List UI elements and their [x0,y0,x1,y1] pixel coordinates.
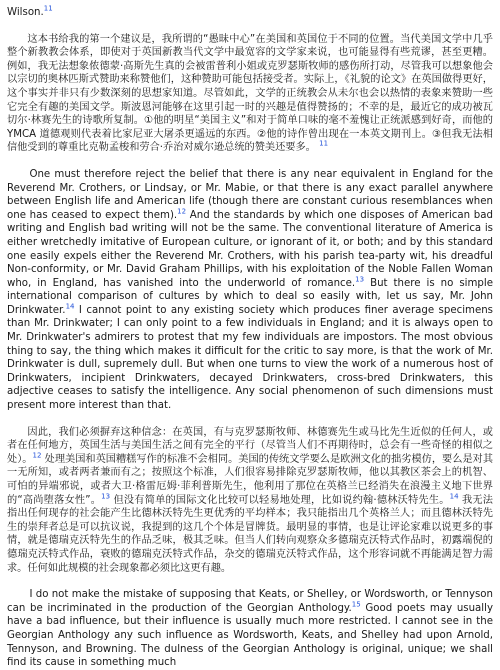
footnote-ref[interactable]: 15 [351,600,361,609]
paragraph-4-text-b: 处理美国和英国糟糕写作的标准不会相同。美国的传统文学要么是欧洲文化的拙劣模仿，要么是对其一无所知，或者两者兼而有之；按照这个标准，人们很容易排除克罗瑟斯牧师，他以其教区茶会上的机智、可怕的异端邪说，或者大卫·格雷厄姆·菲利普斯先生，他利用了那位在英格兰已经消失在浪漫主义地下世界的“高尚堕落女性”。 [7,453,494,506]
footnote-ref[interactable]: 12 [177,207,187,216]
paragraph-4-text-d: 我无法指出任何现存的社会能产生比德林沃特先生更优秀的平均样本；我只能指出几个英格兰人；而且德林沃特先生的崇拜者总是可以抗议说，我提到的这几个个体是冒牌货。最明显的事情，也是让评论家难以说更多的事情，就是德瑞克沃特先生的作品乏味，极其乏味。但当人们转向观察众多德瑞克沃特式作品时，初露端倪的德瑞克沃特式作品，衰败的德瑞克沃特式作品，杂交的德瑞克沃特式作品，这个形容词就不再能满足智力需求。任何如此规模的社会现象都必须比这更有趣。 [7,494,493,574]
paragraph-3-text-c: But there is no simple international comparison of cultures by which to deal so easily with, let us say, Mr. John Drinkwater. [7,277,493,316]
paragraph-4-text-c: 但没有简单的国际文化比较可以轻易地处理，比如说约翰·德林沃特先生。 [110,494,450,506]
paragraph-5 [7,588,493,670]
paragraph-4-text-a: 因此，我们必须摒弃这种信念：在英国，有与克罗瑟斯牧师、林德赛先生或马比先生近似的任何人，或者在任何地方，英国生活与美国生活之间有完全的平行（尽管当人们不再期待时，总会有一些奇怪的相似之处）。 [7,426,493,465]
paragraph-2 [7,33,493,155]
footnote-ref[interactable]: 14 [449,492,459,501]
paragraph-1 [7,6,493,20]
paragraph-1-text: Wilson. [7,7,44,18]
spacer [7,155,493,168]
footnote-ref[interactable]: 13 [101,492,111,501]
paragraph-3-text-a: One must therefore reject the belief that there is any near equivalent in England for the Reverend Mr. Crothers, or Lindsay, or Mr. Mabie, or that there is any exact parallel anywhere between English life and American life (though there are constant curious resemblances when one has ceased to expect them). [7,168,493,221]
spacer [7,413,493,426]
paragraph-3-text-b: And the standards by which one disposes of American bad writing and English bad writing will not be the same. The conventional literature of America is either wretchedly imitative of European culture, or ignorant of it, or both; and by this standard one easily expels either the Reverend Mr. Crothers, with his parish tea-party wit, his dreadful Non-conformity, or Mr. David Graham Phillips, with his exploitation of the Noble Fallen Woman who, in England, has vanished into the underworld of romance. [7,209,493,289]
footnote-ref[interactable]: 14 [65,302,75,311]
footnote-ref[interactable]: 11 [319,139,329,148]
footnote-ref[interactable]: 12 [32,451,42,460]
paragraph-5-text-a: I do not make the mistake of supposing that Keats, or Shelley, or Wordsworth, or Tennyson can be incriminated in the production of the Georgian Anthology. [7,589,493,614]
paragraph-5-text-b: Good poets may usually have a bad influence, but their influence is usually much more restricted. I cannot see in the Georgian Anthology any such influence as Wordsworth, Keats, and Shelley had upon Arnold, Tennyson, and Browning. The dulness of the Georgian Anthology is original, unique; we shall find its cause in something much [7,602,493,669]
paragraph-2-text: 这本书给我的第一个建议是，我所谓的“愚昧中心”在美国和英国位于不同的位置。当代美国文学中几乎整个新教教会体系，即使对于英国新教当代文学中最宽容的文学家来说，也可能显得有些荒谬，甚至更糟。例如，我无法想象侬德蒙·高斯先生真的会被雷普利小姐或克罗瑟斯牧师的感伤所打动，尽管我可以想象他会以宗切的奥林匹斯式赞助来称赞他们，这种赞助可能包括接受者。实际上，《礼貌的论文》在英国做得更好，这个事实并非只有少数深刻的思想家知道。尽管如此，文学的正统教会从未尔也会以热情的表象来赞助一些它完全有趣的美国文学。斯波恩河能够在这里引起一时的兴趣是值得赞扬的；不幸的是，最近它的成功被瓦切尔·林赛先生的诗歌所复制。①他的明星“美国主义”和对于简单口味的毫不羞愧让正统派感到好奇，而他的 YMCA 道德观则代表着比家尼亚大屠杀更遥远的东西。②他的诗作曾出现在一本英文期刊上。③但我无法相信他受到的尊重比克勒孟梭和劳合·乔治对威尔逊总统的赞美还要多。 [7,33,493,154]
footnote-ref[interactable]: 13 [355,275,365,284]
footnote-ref[interactable]: 11 [43,4,53,13]
paragraph-3-text-d: I cannot point to any existing society which produces finer average specimens than Mr. Drinkwater; I can only point to a few individuals in England; and it is always open to Mr. Drinkwater's admirers to protest that my few individuals are impostors. The most obvious thing to say, the thing which makes it difficult for the critic to say more, is that the work of Mr. Drinkwater is dull, supremely dull. But when one turns to view the work of a numerous host of Drinkwaters, incipient Drinkwaters, decayed Drinkwaters, cross-bred Drinkwaters, this adjective ceases to satisfy the intelligence. Any social phenomenon of such dimensions must present more interest than that. [7,304,493,412]
paragraph-3 [7,168,493,413]
spacer [7,20,493,33]
spacer [7,575,493,588]
paragraph-4 [7,426,493,576]
